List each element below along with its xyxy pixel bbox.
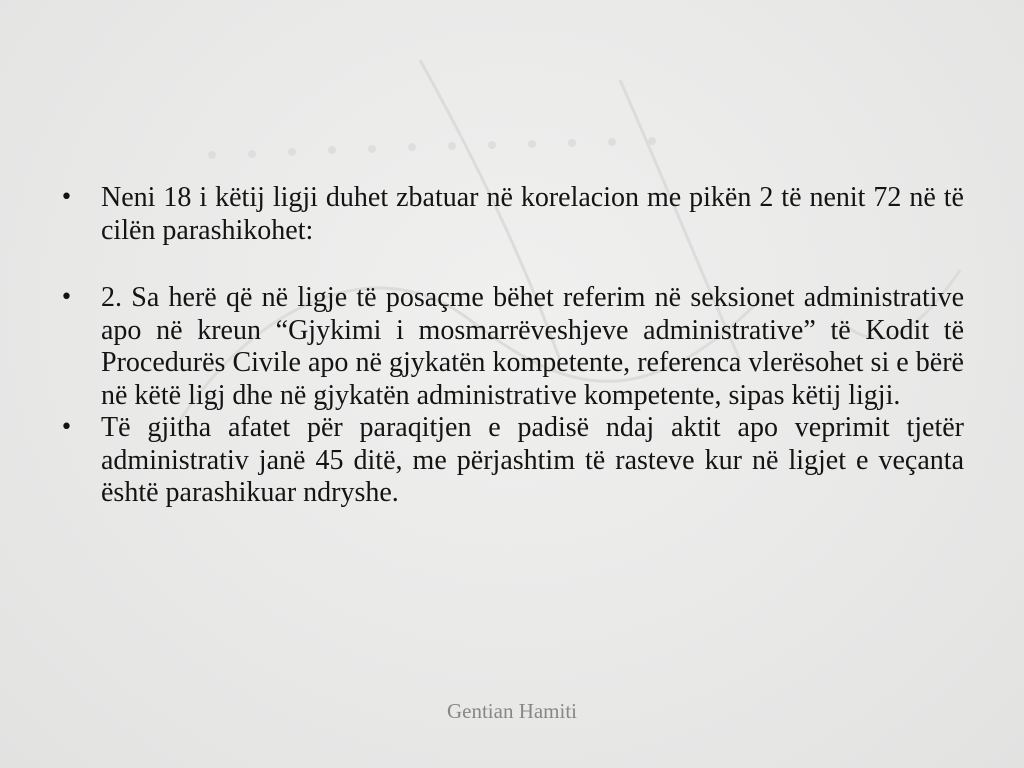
bullet-item (60, 412, 964, 510)
bullet-item (60, 182, 964, 247)
bullet-marker: • (60, 415, 73, 440)
bullet-marker: • (60, 185, 73, 210)
footer-author: Gentian Hamiti (446, 699, 578, 723)
bullet-item (60, 282, 964, 412)
bullet-text: Neni 18 i këtij ligji duhet zbatuar në korelacion me pikën 2 të nenit 72 në të cilën parashikohet: (101, 182, 964, 246)
bullet-text: Të gjitha afatet për paraqitjen e padisë ndaj aktit apo veprimit tjetër administrativ janë 45 ditë, me përjashtim të rasteve kur në ligjet e veçanta është parashikuar ndryshe. (101, 412, 964, 508)
bullet-text: 2. Sa herë që në ligje të posaçme bëhet referim në seksionet administrative apo në kreun “Gjykimi i mosmarrëveshjeve administrative” të Kodit të Procedurës Civile apo në gjykatën kompetente, referenca vlerësohet si e bërë në këtë ligj dhe në gjykatën administrative kompetente, sipas këtij ligji. (101, 282, 964, 411)
bullet-list (60, 182, 964, 510)
bullet-marker: • (60, 285, 73, 310)
